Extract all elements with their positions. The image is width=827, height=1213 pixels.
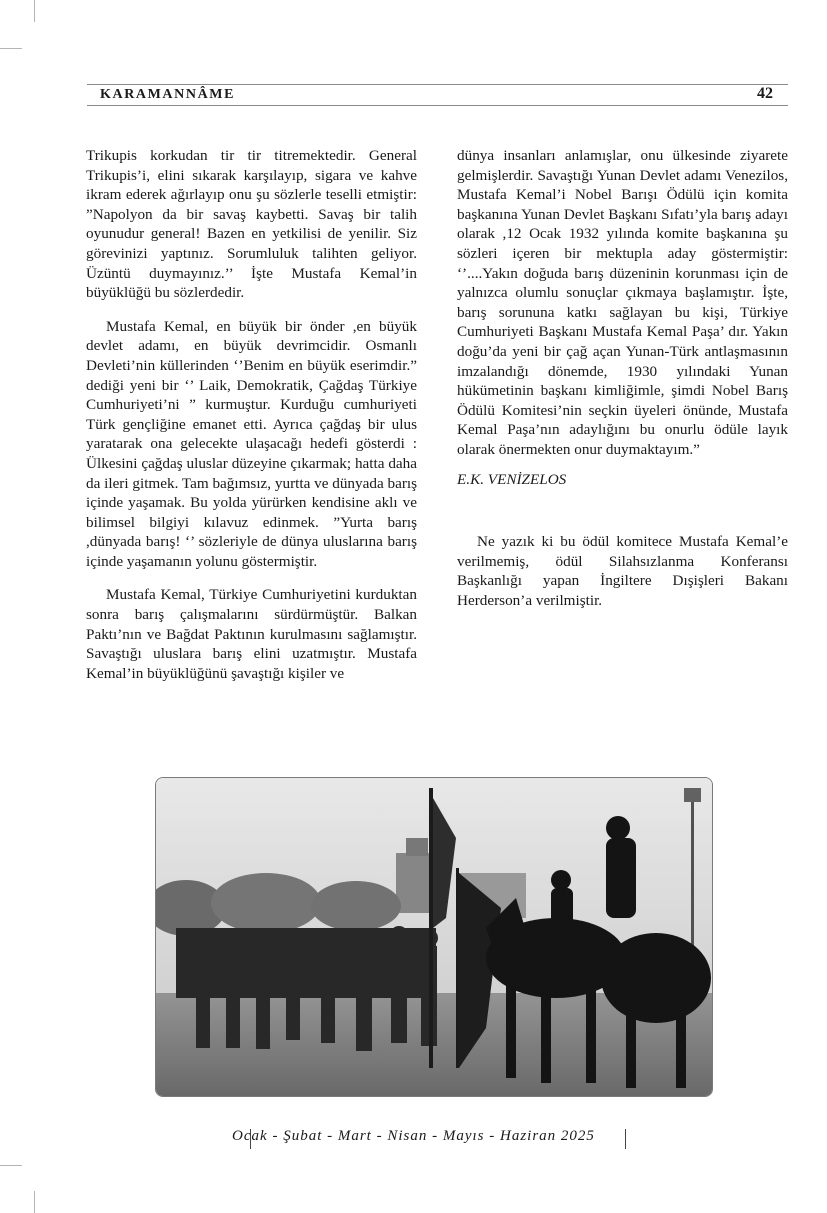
footer-right-rule — [625, 1129, 626, 1149]
paragraph: Ne yazık ki bu ödül komitece Mustafa Kemal’e verilmemiş, ödül Silahsızlanma Konferansı Başkanlığı yapan İngiltere Dışişleri Bakanı Herderson’a verilmiştir. — [457, 533, 788, 609]
historical-photo — [155, 777, 713, 1097]
header-top-rule — [87, 84, 788, 85]
crop-mark — [34, 0, 35, 22]
crop-mark — [0, 1165, 22, 1166]
header-bottom-rule — [87, 105, 788, 106]
page-number: 42 — [757, 85, 773, 102]
paragraph: Trikupis korkudan tir tir titremektedir. General Trikupis’i, elini sıkarak karşılayıp, sigara ve kahve ikram ederek ağırlayıp onu şu sözlerle teselli etmiştir: ”Napolyon da bir savaş kaybetti. Savaş bir talih oyunudur general! Bazen en yetkilisi de yenilir. Siz görevinizi yaptınız. Sorumluluk talihten geliyor. Üzüntü duymayınız.’’ İşte Mustafa Kemal’in büyüklüğü bu sözlerdedir. — [86, 147, 417, 302]
issue-date-footer: Ocak - Şubat - Mart - Nisan - Mayıs - Haziran 2025 — [232, 1128, 595, 1144]
journal-title: KARAMANNÂME — [100, 87, 236, 102]
paragraph: Mustafa Kemal, Türkiye Cumhuriyetini kurduktan sonra barış çalışmalarını sürdürmüştür. Balkan Paktı’nın ve Bağdat Paktının kurulmasını sağlamıştır. Savaştığı uluslara barış elini uzatmıştır. Mustafa Kemal’in büyüklüğünü şavaştığı kişiler ve — [86, 586, 417, 682]
crop-mark — [0, 48, 22, 49]
left-column — [86, 146, 417, 683]
crop-mark — [34, 1191, 35, 1213]
paragraph: Mustafa Kemal, en büyük bir önder ,en büyük devlet adamı, en büyük devrimcidir. Osmanlı Devleti’nin küllerinden ‘’Benim en büyük eserimdir.” dediği yeni bir ‘’ Laik, Demokratik, Çağdaş Türkiye Cumhuriyeti’ni ” kurmuştur. Kurduğu cumhuriyeti Türk gençliğine emanet etti. Ayrıca çağdaş bir ulus yaratarak ona gelecekte ulaşacağı hedefi gösterdi : Ülkesini çağdaş uluslar düzeyine çıkarmak; hatta daha da ileri gitmek. Tam bağımsız, yurtta ve dünyada barış içinde yaşamak. Bu yolda yürürken kendisine aklı ve bilimsel bilgiyi kılavuz edinmek. ”Yurta barış ,dünyada barış! ‘’ sözleriyle de dünya uluslarına barış içinde yaşamanın yolunu göstermiştir. — [86, 317, 418, 570]
signature: E.K. VENİZELOS — [457, 470, 567, 488]
photo-illustration — [156, 778, 712, 1096]
right-column — [457, 146, 788, 610]
paragraph: dünya insanları anlamışlar, onu ülkesinde ziyarete gelmişlerdir. Savaştığı Yunan Devlet adamı Venezilos, Mustafa Kemal’i Nobel Barışı Ödülü için komita başkanına Yunan Devlet Başkanı Sıfatı’yla barış adayı olarak ,12 Ocak 1932 yılında komite başkanına şu sözleri içeren bir mektupla aday göstermiştir: ‘’....Yakın doğuda barış düzeninin korunması için de yalnızca olumlu sonuçlar çıkmaya başlamıştır. İşte, barış sorununa katkı sağlayan bu kişi, Türkiye Cumhuriyeti Başkanı Mustafa Kemal Paşa’ dır. Yakın doğu’da yeni bir çağ açan Yunan-Türk antlaşmasının imzalandığı dönemde, 1930 yılındaki Yunan hükümetinin başkanı kimliğimle, şimdi Nobel Barış Ödülü Komitesi’nin seçkin üyeleri önünde, Mustafa Kemal Paşa’nın adaylığını bu onurlu ödüle layık olarak önermekten onur duymaktayım.” — [457, 147, 788, 458]
